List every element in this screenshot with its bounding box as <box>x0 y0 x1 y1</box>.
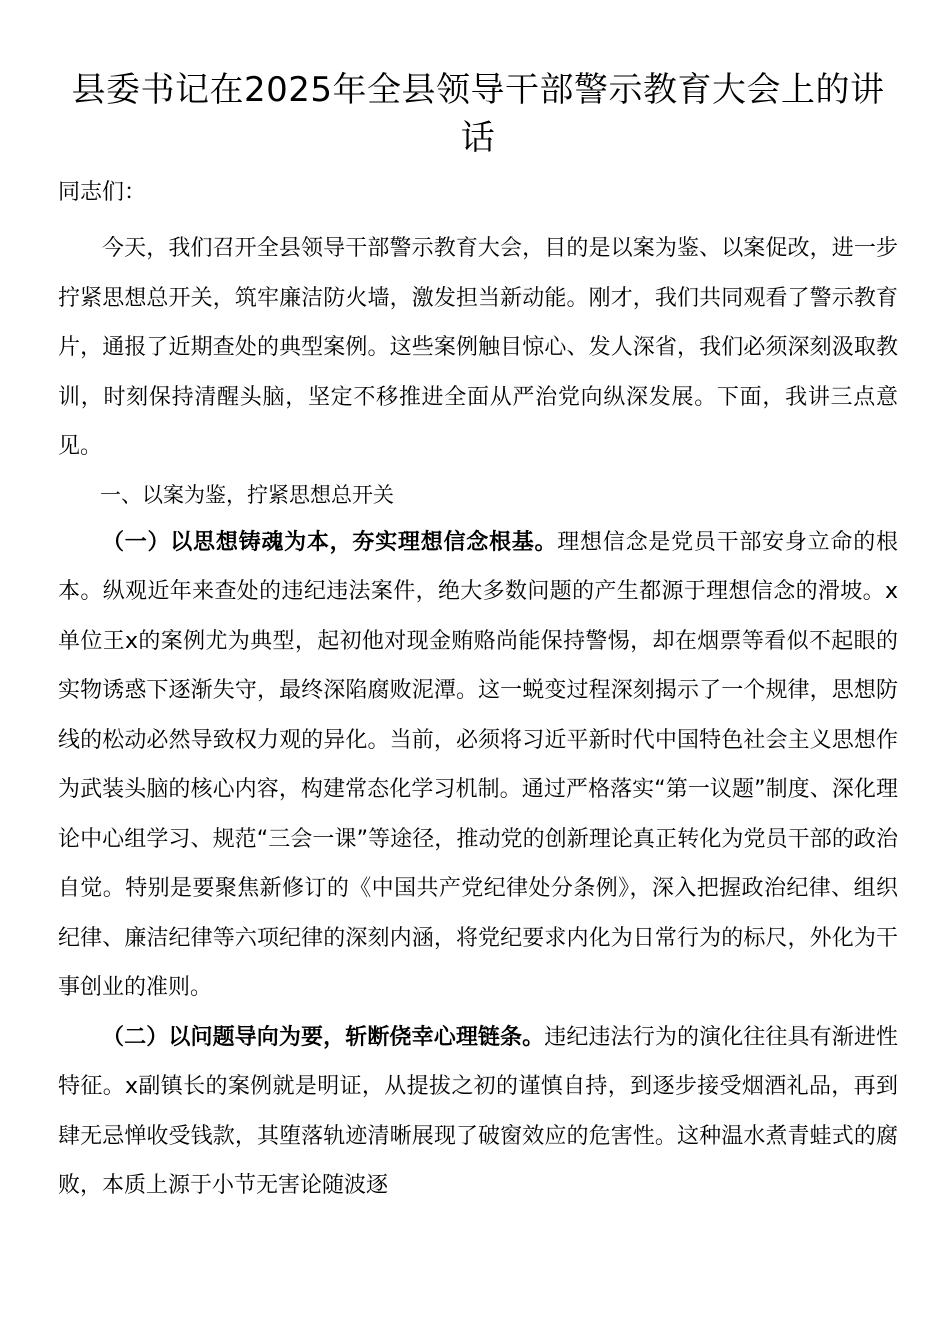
point-2-paragraph <box>58 1013 898 1211</box>
section-heading-1: 一、以案为鉴，拧紧思想总开关 <box>100 482 394 507</box>
point-2-lead: （二）以问题导向为要，斩断侥幸心理链条。 <box>102 1024 545 1050</box>
point-1-lead: （一）以思想铸魂为本，夯实理想信念根基。 <box>102 529 558 555</box>
point-2-body: 违纪违法行为的演化往往具有渐进性特征。x副镇长的案例就是明证，从提拔之初的谨慎自持，到逐步接受烟酒礼品，再到肆无忌惮收受钱款，其堕落轨迹清晰展现了破窗效应的危害性。这种温水煮青蛙式的腐败，本质上源于小节无害论随波逐 <box>58 1024 898 1198</box>
point-1-paragraph <box>58 518 898 1013</box>
document-title: 县委书记在2025年全县领导干部警示教育大会上的讲话 <box>71 70 885 158</box>
salutation: 同志们： <box>58 180 147 205</box>
point-1-body: 理想信念是党员干部安身立命的根本。纵观近年来查处的违纪违法案件，绝大多数问题的产生都源于理想信念的滑坡。x单位王x的案例尤为典型，起初他对现金贿赂尚能保持警惕，却在烟票等看似不起眼的实物诱惑下逐渐失守，最终深陷腐败泥潭。这一蜕变过程深刻揭示了一个规律，思想防线的松动必然导致权力观的异化。当前，必须将习近平新时代中国特色社会主义思想作为武装头脑的核心内容，构建常态化学习机制。通过严格落实“第一议题”制度、深化理论中心组学习、规范“三会一课”等途径，推动党的创新理论真正转化为党员干部的政治自觉。特别是要聚焦新修订的《中国共产党纪律处分条例》，深入把握政治纪律、组织纪律、廉洁纪律等六项纪律的深刻内涵，将党纪要求内化为日常行为的标尺，外化为干事创业的准则。 <box>58 529 898 1000</box>
intro-paragraph: 今天，我们召开全县领导干部警示教育大会，目的是以案为鉴、以案促改，进一步拧紧思想总开关，筑牢廉洁防火墙，激发担当新动能。刚才，我们共同观看了警示教育片，通报了近期查处的典型案例。这些案例触目惊心、发人深省，我们必须深刻汲取教训，时刻保持清醒头脑，坚定不移推进全面从严治党向纵深发展。下面，我讲三点意见。 <box>58 236 898 459</box>
document-page <box>58 66 898 1211</box>
